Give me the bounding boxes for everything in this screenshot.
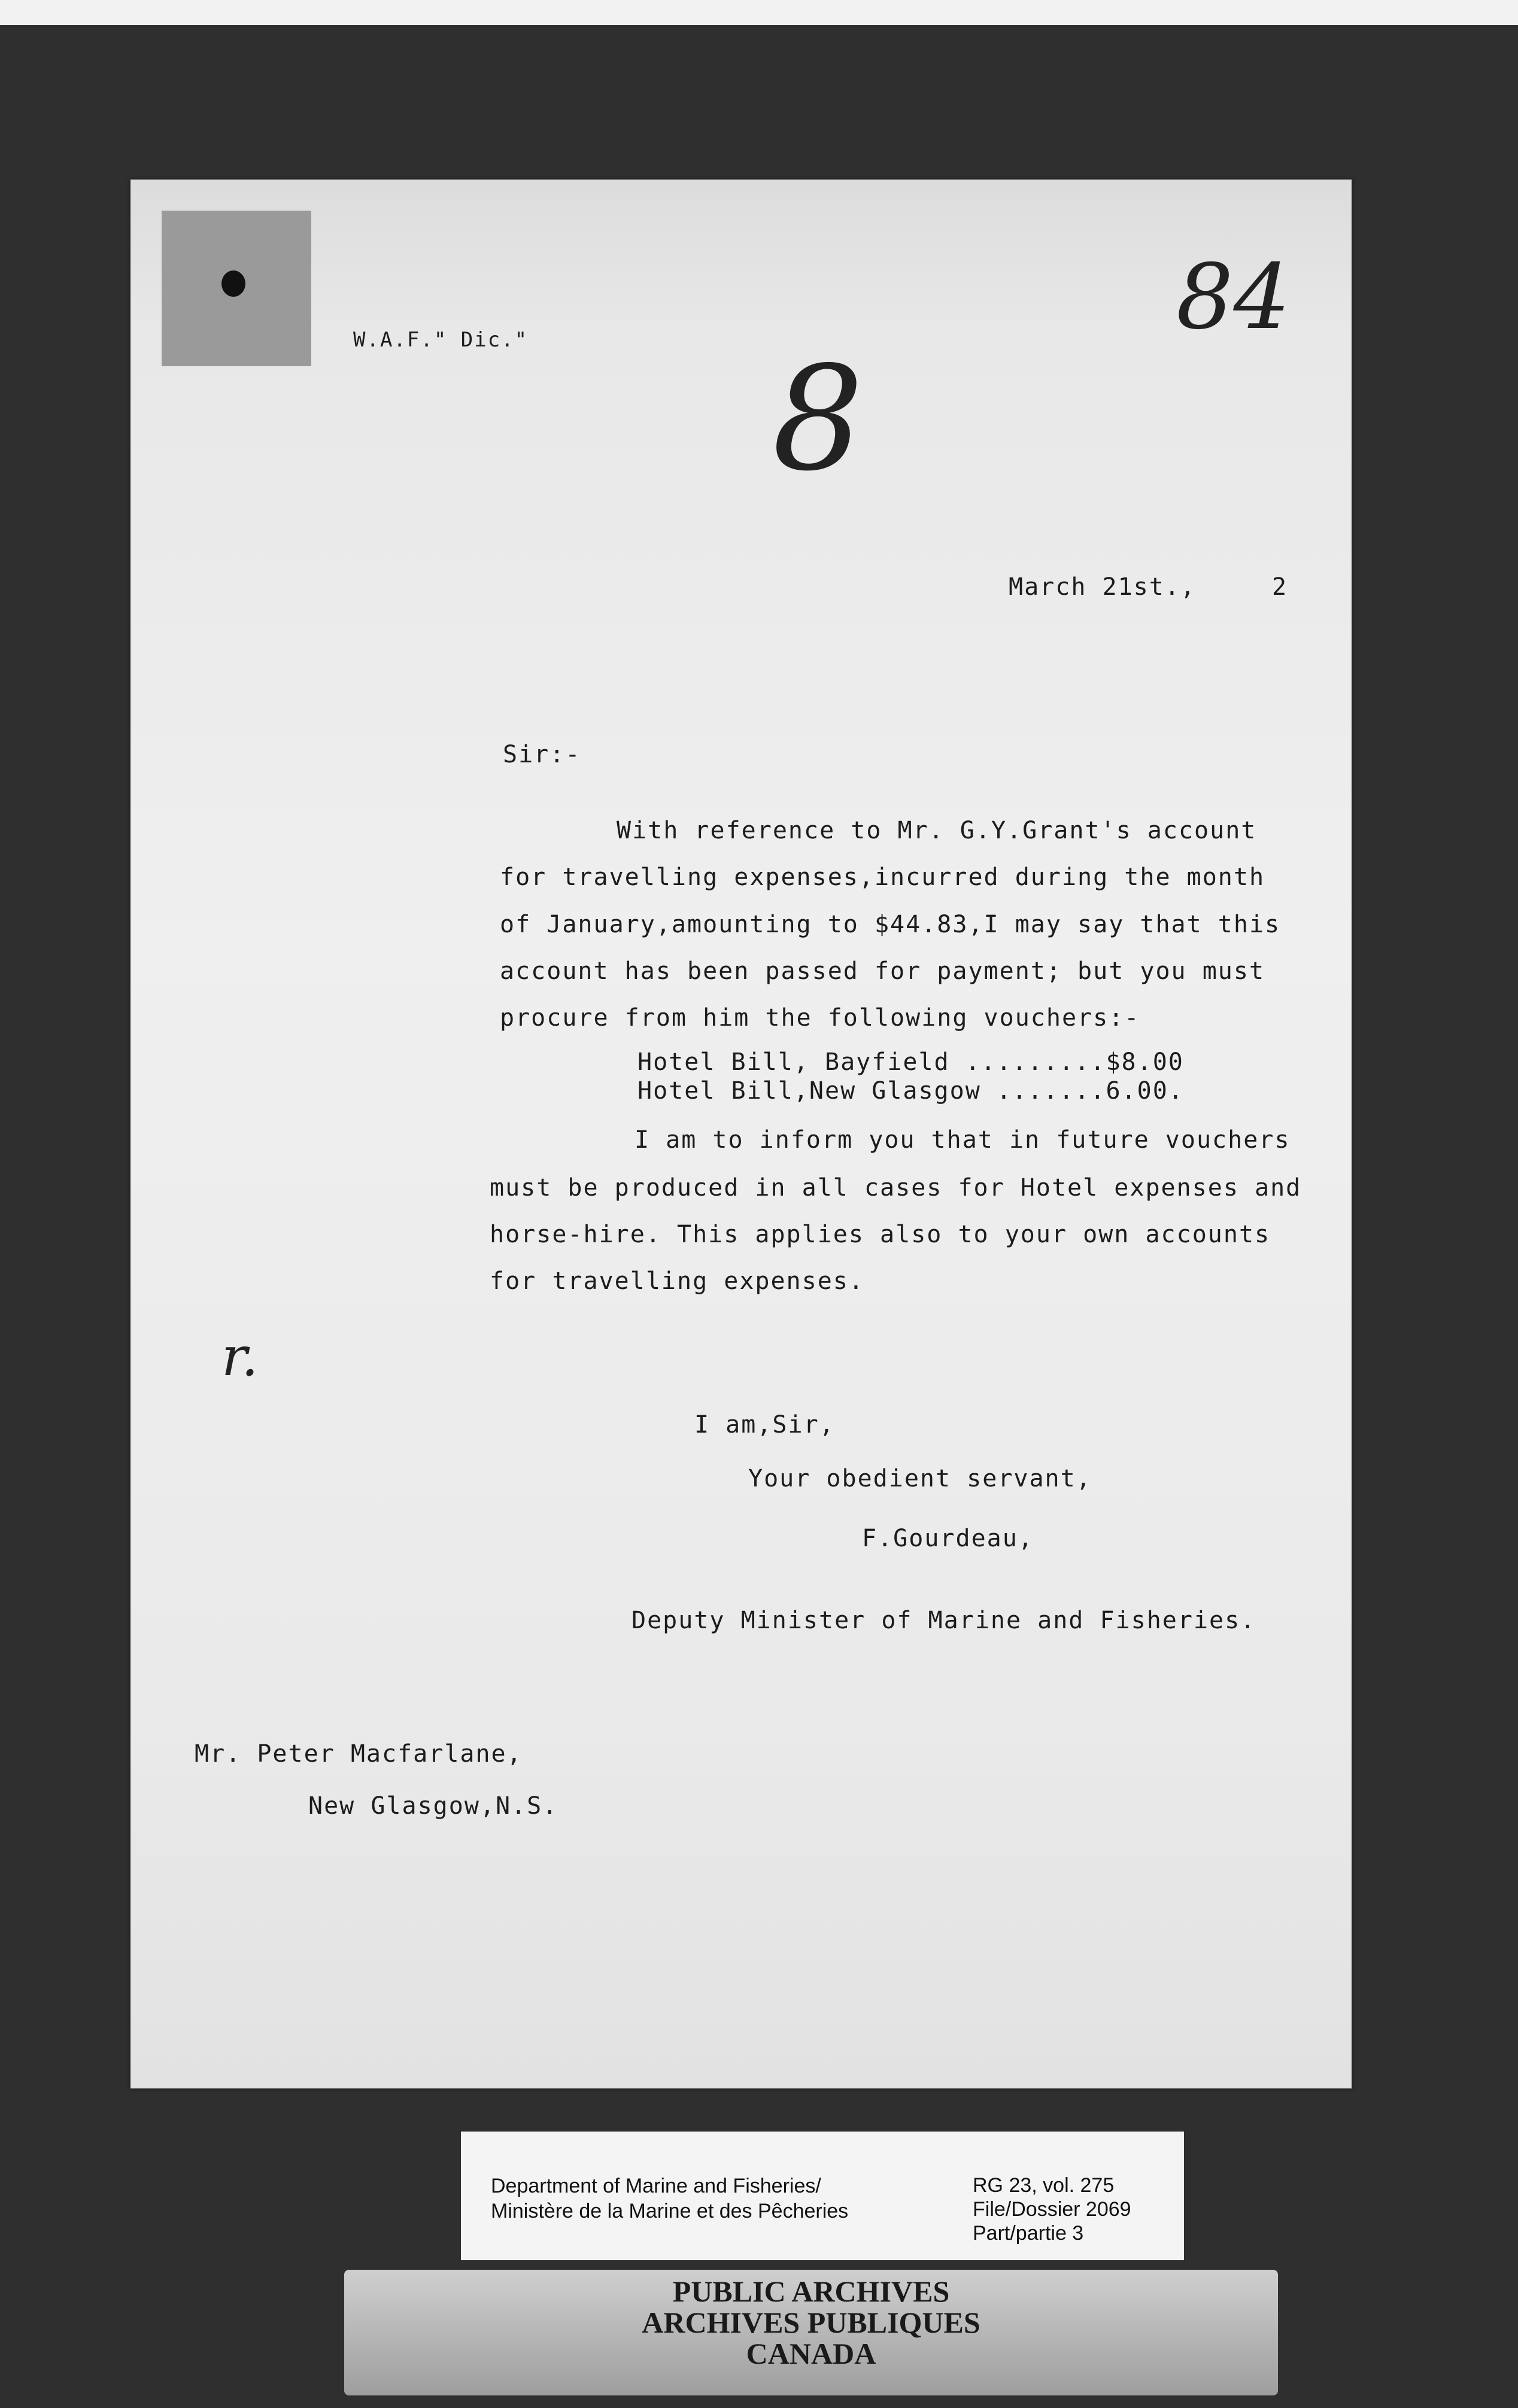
signatory-title: Deputy Minister of Marine and Fisheries. (632, 1607, 1256, 1634)
punch-hole (221, 270, 245, 297)
department-fr: Ministère de la Marine et des Pêcheries (491, 2200, 849, 2222)
archive-reference-numbers (973, 2173, 1131, 2245)
file-reference: W.A.F." Dic." (353, 328, 529, 352)
archives-stamp (344, 2270, 1278, 2395)
handwritten-mark: 8 (772, 335, 864, 503)
body-line: of January,amounting to $44.83,I may say that this (500, 911, 1281, 938)
file-number: File/Dossier 2069 (973, 2198, 1131, 2221)
letter-date: March 21st., (1009, 573, 1196, 601)
body-line: for travelling expenses. (490, 1267, 864, 1295)
letter-date-suffix: 2 (1272, 573, 1288, 601)
stamp-line: ARCHIVES PUBLIQUES (642, 2306, 980, 2339)
body-line: horse-hire. This applies also to your own accounts (490, 1221, 1271, 1248)
voucher-line: Hotel Bill,New Glasgow .......6.00. (637, 1077, 1184, 1105)
top-margin (0, 0, 1518, 25)
recipient-place: New Glasgow,N.S. (308, 1792, 558, 1820)
closing-line: I am,Sir, (694, 1411, 835, 1439)
body-line: must be produced in all cases for Hotel expenses and (490, 1174, 1302, 1202)
body-line: procure from him the following vouchers:- (500, 1004, 1140, 1032)
department-names (491, 2173, 848, 2224)
closing-line: Your obedient servant, (748, 1465, 1092, 1492)
stamp-line: PUBLIC ARCHIVES (672, 2275, 950, 2308)
handwritten-folio-number: 84 (1176, 245, 1291, 349)
department-en: Department of Marine and Fisheries/ (491, 2175, 821, 2197)
body-line: I am to inform you that in future vouchers (634, 1126, 1291, 1154)
body-line: account has been passed for payment; but you must (500, 957, 1265, 985)
stamp-line: CANADA (746, 2337, 876, 2370)
archive-reference-label (461, 2132, 1184, 2260)
margin-mark: r. (221, 1325, 259, 1388)
recipient-name: Mr. Peter Macfarlane, (195, 1740, 523, 1768)
part-number: Part/partie 3 (973, 2222, 1084, 2245)
voucher-line: Hotel Bill, Bayfield .........$8.00 (637, 1048, 1184, 1076)
record-group: RG 23, vol. 275 (973, 2174, 1115, 2197)
salutation: Sir:- (503, 741, 581, 768)
body-line: for travelling expenses,incurred during the month (500, 864, 1265, 891)
body-line: With reference to Mr. G.Y.Grant's account (617, 817, 1257, 844)
signature: F.Gourdeau, (862, 1525, 1034, 1552)
